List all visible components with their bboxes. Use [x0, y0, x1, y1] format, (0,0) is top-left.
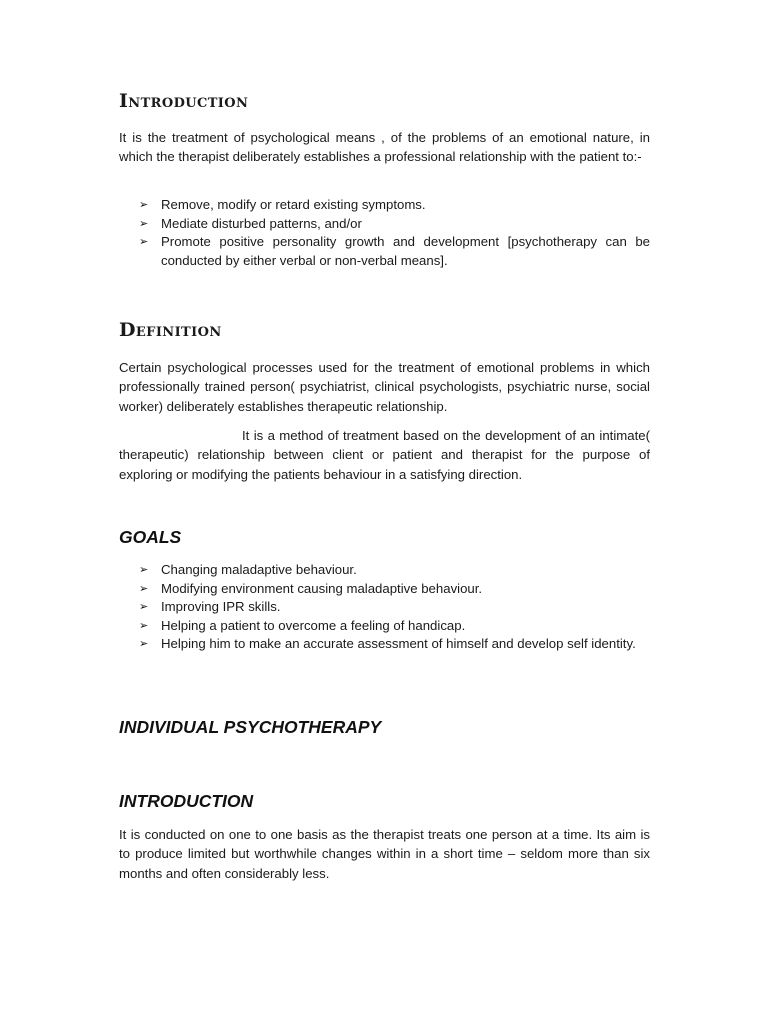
- introduction-2-section: [119, 790, 650, 812]
- goals-heading: GOALS: [119, 527, 182, 547]
- introduction-bullets: [119, 196, 650, 270]
- list-item: ➢ Helping a patient to overcome a feeling of handicap.: [119, 617, 650, 636]
- goals-section: [119, 526, 650, 548]
- definition-paragraph-2: It is a method of treatment based on the development of an intimate( therapeutic) relationship between client or patient and therapist for the purpose of exploring or modifying the patients behaviour in a satisfying direction.: [119, 428, 650, 482]
- list-item: ➢ Mediate disturbed patterns, and/or: [119, 215, 650, 234]
- introduction-heading: Introduction: [119, 90, 249, 112]
- goals-bullet-list: [119, 561, 650, 654]
- list-item: ➢ Promote positive personality growth and development [psychotherapy can be conducted by either verbal or non-verbal means].: [139, 234, 650, 268]
- individual-psychotherapy-heading: INDIVIDUAL PSYCHOTHERAPY: [119, 717, 382, 737]
- goals-bullets: [119, 561, 650, 654]
- list-item: ➢ Changing maladaptive behaviour.: [119, 561, 650, 580]
- arrow-bullet-icon: ➢: [139, 582, 149, 595]
- arrow-bullet-icon: ➢: [139, 217, 149, 230]
- introduction-bullet-list: [119, 196, 650, 270]
- list-item: ➢ Helping him to make an accurate assessment of himself and develop self identity.: [119, 635, 650, 654]
- arrow-bullet-icon: ➢: [139, 619, 149, 632]
- list-item: ➢ Modifying environment causing maladaptive behaviour.: [119, 580, 650, 599]
- introduction-body: [119, 128, 650, 167]
- introduction-2-paragraph: It is conducted on one to one basis as the therapist treats one person at a time. Its aim is to produce limited but worthwhile changes within in a short time – seldom more than six months and often considerably less.: [119, 827, 650, 881]
- definition-paragraph-1: Certain psychological processes used for the treatment of emotional problems in which professionally trained person( psychiatrist, clinical psychologists, psychiatric nurse, social worker) deliberately establishes therapeutic relationship.: [119, 360, 650, 414]
- introduction-section: [119, 90, 650, 112]
- introduction-2-heading: INTRODUCTION: [119, 791, 254, 811]
- arrow-bullet-icon: ➢: [139, 236, 149, 249]
- definition-section: [119, 319, 650, 341]
- definition-body-1: [119, 358, 650, 416]
- introduction-2-body: [119, 825, 650, 883]
- arrow-bullet-icon: ➢: [139, 199, 149, 211]
- arrow-bullet-icon: ➢: [139, 638, 149, 651]
- arrow-bullet-icon: ➢: [139, 564, 149, 576]
- arrow-bullet-icon: ➢: [139, 601, 149, 614]
- definition-body-2: [119, 426, 650, 484]
- list-item: ➢ Remove, modify or retard existing symptoms.: [119, 196, 650, 215]
- list-item: ➢ Improving IPR skills.: [119, 598, 650, 617]
- definition-heading: Definition: [119, 319, 222, 341]
- individual-psychotherapy-section: [119, 716, 650, 738]
- introduction-paragraph: It is the treatment of psychological means , of the problems of an emotional nature, in which the therapist deliberately establishes a professional relationship with the patient to:-: [119, 130, 650, 165]
